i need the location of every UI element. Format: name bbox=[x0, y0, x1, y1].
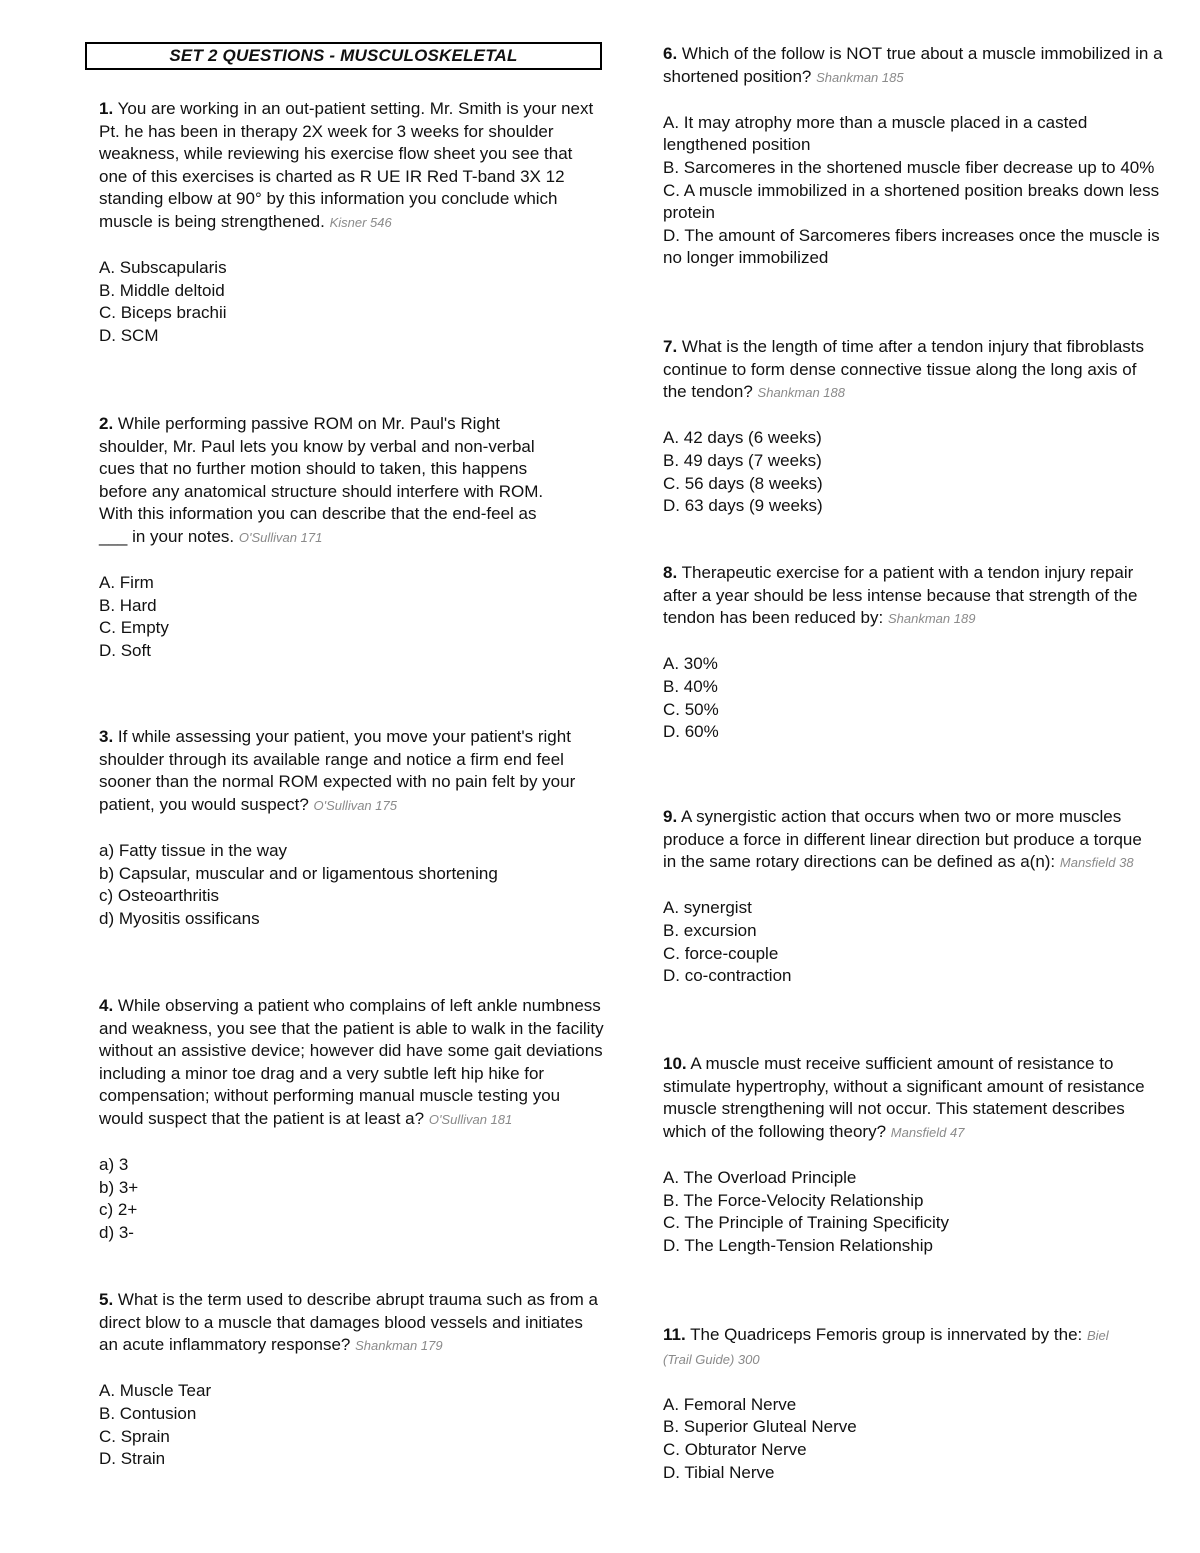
question-number: 9. bbox=[663, 807, 678, 826]
option-b: B. Sarcomeres in the shortened muscle fiber decrease up to 40% bbox=[663, 157, 1155, 177]
option-a: A. Muscle Tear bbox=[99, 1381, 212, 1401]
source-reference: Kisner 546 bbox=[329, 214, 392, 230]
option-d: D. 63 days (9 weeks) bbox=[663, 496, 823, 516]
source-reference: Biel (Trail Guide) 300 bbox=[663, 1328, 1109, 1367]
option-b: b) Capsular, muscular and or ligamentous shortening bbox=[99, 863, 498, 883]
option-b: B. Superior Gluteal Nerve bbox=[663, 1417, 857, 1437]
option-a: A. Firm bbox=[99, 573, 154, 593]
option-d: D. Strain bbox=[99, 1449, 166, 1469]
source-reference: Shankman 189 bbox=[887, 611, 976, 627]
option-a: A. Femoral Nerve bbox=[663, 1394, 797, 1414]
option-c: C. Sprain bbox=[99, 1426, 170, 1446]
question-text: You are working in an out-patient setting. Mr. Smith is your next Pt. he has been in therapy 2X week for 3 weeks for shoulder weakness, while reviewing his exercise flow sheet you see that one of this exercises is charted as R UE IR Red T-band 3X 12 standing elbow at 90° by this information you conclude which muscle is being strengthened. bbox=[99, 99, 594, 231]
question-text: A synergistic action that occurs when two or more muscles produce a force in different linear direction but produce a torque in the same rotary directions can be defined as a(n): bbox=[663, 807, 1142, 872]
option-d: d) Myositis ossificans bbox=[99, 908, 260, 928]
option-a: A. 30% bbox=[663, 654, 718, 674]
option-b: b) 3+ bbox=[99, 1177, 139, 1197]
source-reference: Shankman 185 bbox=[816, 69, 904, 85]
option-d: D. The amount of Sarcomeres fibers increases once the muscle is no longer immobilized bbox=[663, 225, 1160, 268]
question-number: 4. bbox=[99, 996, 114, 1015]
question-text: While performing passive ROM on Mr. Paul's Right shoulder, Mr. Paul lets you know by verbal and non-verbal cues that no further motion should to taken, this happens before any anatomical structure should interfere with ROM. With this information you can describe that the end-feel as ___ in your notes. bbox=[99, 414, 544, 546]
question-number: 5. bbox=[99, 1290, 114, 1309]
option-a: A. 42 days (6 weeks) bbox=[663, 428, 822, 448]
option-a: A. Subscapularis bbox=[99, 258, 227, 278]
question-8 bbox=[663, 562, 1163, 744]
option-c: C. 56 days (8 weeks) bbox=[663, 473, 823, 493]
option-c: C. Biceps brachii bbox=[99, 303, 227, 323]
source-reference: Shankman 188 bbox=[757, 385, 845, 401]
question-2 bbox=[99, 413, 569, 663]
question-text: While observing a patient who complains of left ankle numbness and weakness, you see that the patient is able to walk in the facility without an assistive device; however did have some gait deviations including a minor toe drag and a very subtle left hip hike for compensation; without performing manual muscle testing you would suspect that the patient is at least a? bbox=[99, 996, 604, 1128]
option-d: D. The Length-Tension Relationship bbox=[663, 1235, 933, 1255]
option-c: C. A muscle immobilized in a shortened position breaks down less protein bbox=[663, 180, 1160, 223]
page-title: SET 2 QUESTIONS - MUSCULOSKELETAL bbox=[85, 42, 602, 70]
option-d: D. 60% bbox=[663, 722, 719, 742]
source-reference: Mansfield 47 bbox=[890, 1124, 965, 1140]
option-c: C. 50% bbox=[663, 699, 719, 719]
question-7 bbox=[663, 336, 1163, 518]
option-c: c) Osteoarthritis bbox=[99, 886, 219, 906]
question-number: 11. bbox=[663, 1325, 686, 1344]
question-text: What is the term used to describe abrupt trauma such as from a direct blow to a muscle that damages blood vessels and initiates an acute inflammatory response? bbox=[99, 1290, 598, 1355]
question-text: If while assessing your patient, you move your patient's right shoulder through its available range and notice a firm end feel sooner than the normal ROM expected with no pain felt by your patient, you would suspect? bbox=[99, 727, 576, 814]
option-a: A. The Overload Principle bbox=[663, 1167, 857, 1187]
question-number: 3. bbox=[99, 727, 114, 746]
source-reference: Shankman 179 bbox=[355, 1338, 443, 1354]
question-number: 8. bbox=[663, 563, 678, 582]
question-number: 7. bbox=[663, 337, 678, 356]
option-d: D. SCM bbox=[99, 325, 159, 345]
option-b: B. Contusion bbox=[99, 1403, 197, 1423]
option-c: C. force-couple bbox=[663, 943, 779, 963]
question-3 bbox=[99, 726, 579, 930]
option-d: d) 3- bbox=[99, 1222, 134, 1242]
option-d: D. Tibial Nerve bbox=[663, 1462, 775, 1482]
option-a: a) 3 bbox=[99, 1155, 129, 1175]
option-c: C. The Principle of Training Specificity bbox=[663, 1213, 949, 1233]
option-d: D. Soft bbox=[99, 640, 151, 660]
question-number: 1. bbox=[99, 99, 114, 118]
option-b: B. 40% bbox=[663, 676, 718, 696]
option-b: B. Middle deltoid bbox=[99, 280, 225, 300]
option-d: D. co-contraction bbox=[663, 966, 792, 986]
source-reference: O'Sullivan 171 bbox=[238, 529, 323, 545]
question-text: Which of the follow is NOT true about a muscle immobilized in a shortened position? bbox=[663, 44, 1163, 86]
option-b: B. Hard bbox=[99, 595, 157, 615]
question-4 bbox=[99, 995, 604, 1245]
option-a: A. It may atrophy more than a muscle placed in a casted lengthened position bbox=[663, 112, 1088, 155]
option-c: c) 2+ bbox=[99, 1200, 138, 1220]
question-text: Therapeutic exercise for a patient with a tendon injury repair after a year should be less intense because that strength of the tendon has been reduced by: bbox=[663, 563, 1138, 628]
source-reference: Mansfield 38 bbox=[1059, 855, 1134, 871]
source-reference: O'Sullivan 181 bbox=[428, 1111, 513, 1127]
option-b: B. 49 days (7 weeks) bbox=[663, 450, 822, 470]
question-5 bbox=[99, 1289, 599, 1471]
question-9 bbox=[663, 806, 1153, 988]
option-a: A. synergist bbox=[663, 898, 752, 918]
option-b: B. excursion bbox=[663, 920, 757, 940]
question-number: 6. bbox=[663, 44, 678, 63]
question-10 bbox=[663, 1053, 1163, 1257]
option-a: a) Fatty tissue in the way bbox=[99, 840, 288, 860]
question-text: What is the length of time after a tendon injury that fibroblasts continue to form dense connective tissue along the long axis of the tendon? bbox=[663, 337, 1144, 402]
question-text: The Quadriceps Femoris group is innervated by the: bbox=[685, 1325, 1083, 1344]
question-1 bbox=[99, 98, 604, 348]
question-text: A muscle must receive sufficient amount of resistance to stimulate hypertrophy, without a significant amount of resistance muscle strengthening will not occur. This statement describes which of the following theory? bbox=[663, 1054, 1145, 1141]
option-b: B. The Force-Velocity Relationship bbox=[663, 1190, 924, 1210]
source-reference: O'Sullivan 175 bbox=[313, 797, 397, 813]
question-6 bbox=[663, 43, 1163, 270]
question-11 bbox=[663, 1324, 1133, 1484]
question-number: 2. bbox=[99, 414, 114, 433]
option-c: C. Empty bbox=[99, 618, 169, 638]
option-c: C. Obturator Nerve bbox=[663, 1439, 807, 1459]
question-number: 10. bbox=[663, 1054, 687, 1073]
